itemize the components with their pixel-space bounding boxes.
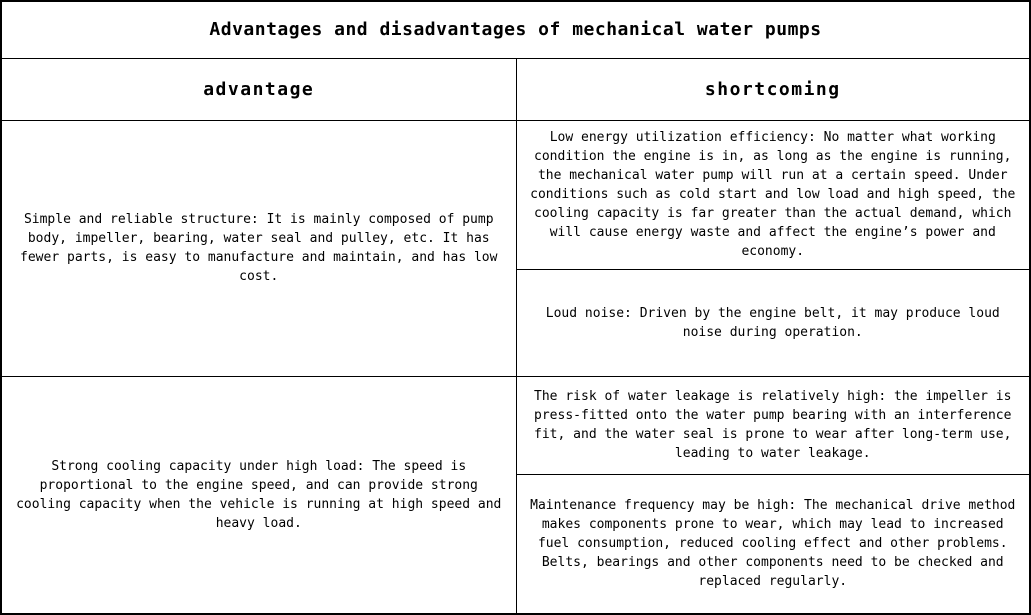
shortcoming-column-header: shortcoming	[516, 58, 1030, 120]
table-row	[1, 376, 1030, 474]
shortcoming-cell-water-leakage: The risk of water leakage is relatively high: the impeller is press-fitted onto the water pump bearing with an interference fit, and the water seal is prone to wear after long-term use, leading to water leakage.	[516, 376, 1030, 474]
shortcoming-cell-loud-noise: Loud noise: Driven by the engine belt, it may produce loud noise during operation.	[516, 269, 1030, 376]
header-row	[1, 58, 1030, 120]
advantage-column-header: advantage	[1, 58, 516, 120]
shortcoming-cell-energy-efficiency: Low energy utilization efficiency: No matter what working condition the engine is in, as long as the engine is running, the mechanical water pump will run at a certain speed. Under conditions such as cold start and low load and high speed, the cooling capacity is far greater than the actual demand, which will cause energy waste and affect the engine’s power and economy.	[516, 120, 1030, 269]
table-row	[1, 120, 1030, 269]
table-title: Advantages and disadvantages of mechanical water pumps	[1, 1, 1030, 58]
title-row	[1, 1, 1030, 58]
advantage-cell-structure: Simple and reliable structure: It is mainly composed of pump body, impeller, bearing, water seal and pulley, etc. It has fewer parts, is easy to manufacture and maintain, and has low cost.	[1, 120, 516, 376]
advantage-cell-cooling-capacity: Strong cooling capacity under high load: The speed is proportional to the engine speed, and can provide strong cooling capacity when the vehicle is running at high speed and heavy load.	[1, 376, 516, 614]
shortcoming-cell-maintenance: Maintenance frequency may be high: The mechanical drive method makes components prone to wear, which may lead to increased fuel consumption, reduced cooling effect and other problems. Belts, bearings and other components need to be checked and replaced regularly.	[516, 474, 1030, 614]
